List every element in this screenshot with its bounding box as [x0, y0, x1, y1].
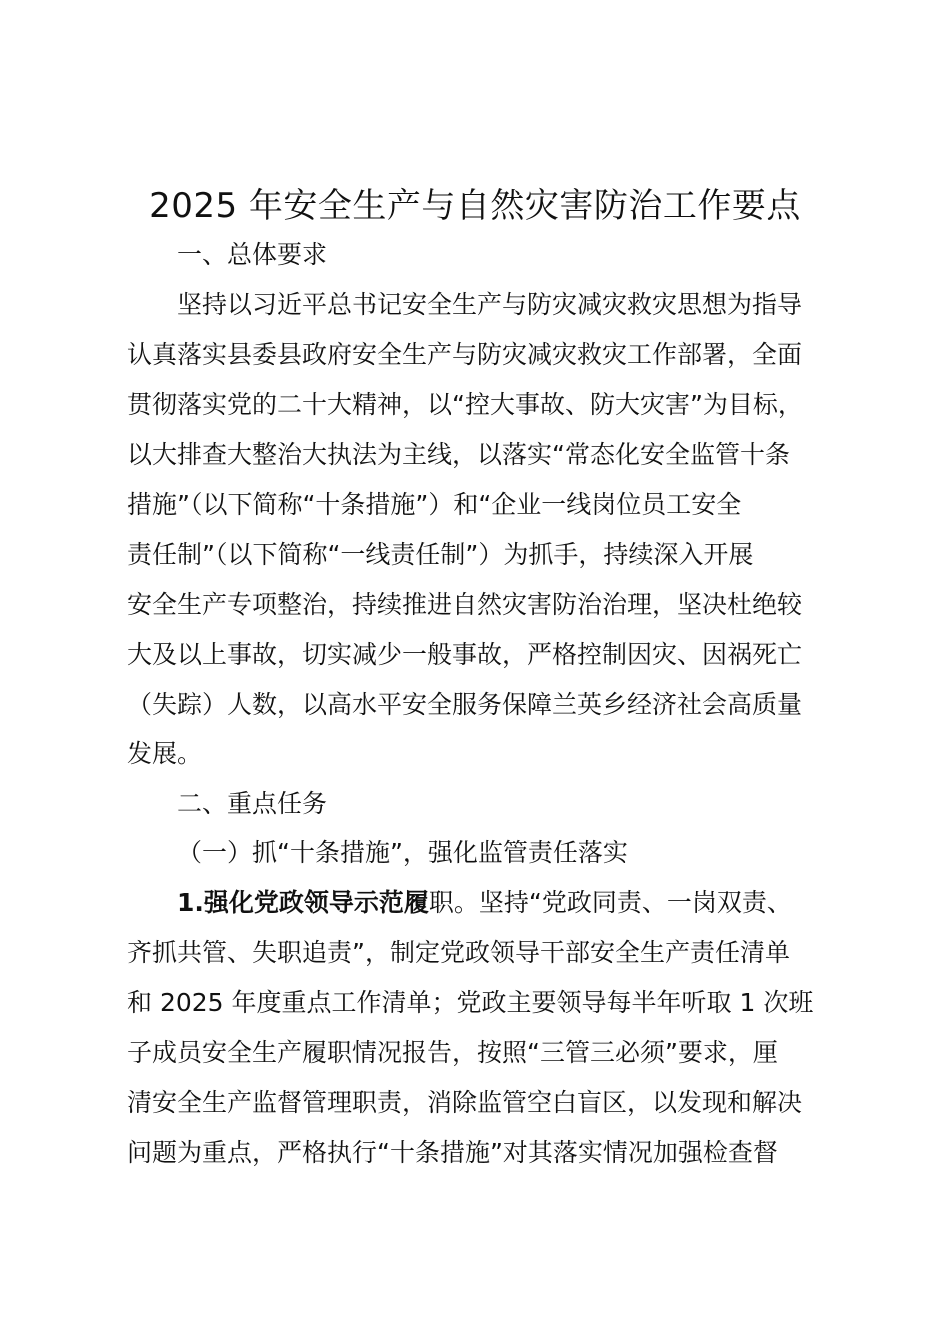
line-text: 责任制”（以下简称“一线责任制”）为抓手，持续深入开展 — [127, 540, 754, 569]
line-text: 贯彻落实党的二十大精神，以“控大事故、防大灾害”为目标， — [127, 390, 803, 419]
paragraph-line — [127, 935, 790, 971]
line-text: 问题为重点，严格执行“十条措施”对其落实情况加强检查督 — [127, 1138, 778, 1167]
line-text: 认真落实县委县政府安全生产与防灾减灾救灾工作部署，全面 — [127, 340, 803, 369]
section-heading-general — [177, 237, 327, 273]
paragraph-line — [127, 387, 803, 423]
section-heading-tasks — [177, 786, 327, 822]
paragraph-line — [127, 337, 802, 373]
line-text: 发展。 — [127, 739, 203, 768]
paragraph-line — [127, 487, 741, 523]
paragraph-line — [177, 885, 792, 921]
paragraph-line — [127, 437, 790, 473]
line-text: 齐抓共管、失职追责”，制定党政领导干部安全生产责任清单 — [127, 938, 790, 967]
line-text: 清安全生产监督管理职责，消除监管空白盲区，以发现和解决 — [127, 1088, 803, 1117]
line-text: 大及以上事故，切实减少一般事故，严格控制因灾、因祸死亡 — [127, 640, 803, 669]
paragraph-line — [177, 287, 802, 323]
paragraph-line — [127, 1135, 778, 1171]
line-text: （失踪）人数，以高水平安全服务保障兰英乡经济社会高质量 — [127, 690, 803, 719]
paragraph-line — [127, 1035, 778, 1071]
line-text: （一）抓“十条措施”，强化监管责任落实 — [177, 838, 628, 867]
line-text: 职。坚持“党政同责、一岗双责、 — [428, 888, 792, 917]
paragraph-line — [127, 985, 813, 1021]
document-title: 2025 年安全生产与自然灾害防治工作要点 — [149, 186, 801, 226]
paragraph-line — [127, 736, 202, 772]
paragraph-line — [127, 587, 802, 623]
line-text: 二、重点任务 — [177, 789, 328, 818]
paragraph-line — [127, 687, 802, 723]
line-text: 措施”（以下简称“十条措施”）和“企业一线岗位员工安全 — [127, 490, 742, 519]
paragraph-line — [127, 637, 802, 673]
line-text: 安全生产专项整治，持续推进自然灾害防治治理，坚决杜绝较 — [127, 590, 803, 619]
line-text: 一、总体要求 — [177, 240, 328, 269]
subsection-heading — [177, 835, 628, 871]
paragraph-line — [127, 537, 753, 573]
line-text: 坚持以习近平总书记安全生产与防灾减灾救灾思想为指导 — [177, 290, 803, 319]
item-heading-bold: 1.强化党政领导示范履 — [177, 888, 429, 917]
paragraph-line — [127, 1085, 802, 1121]
line-text: 子成员安全生产履职情况报告，按照“三管三必须”要求，厘 — [127, 1038, 778, 1067]
line-text: 和 2025 年度重点工作清单；党政主要领导每半年听取 1 次班 — [127, 988, 814, 1017]
line-text: 以大排查大整治大执法为主线，以落实“常态化安全监管十条 — [127, 440, 790, 469]
